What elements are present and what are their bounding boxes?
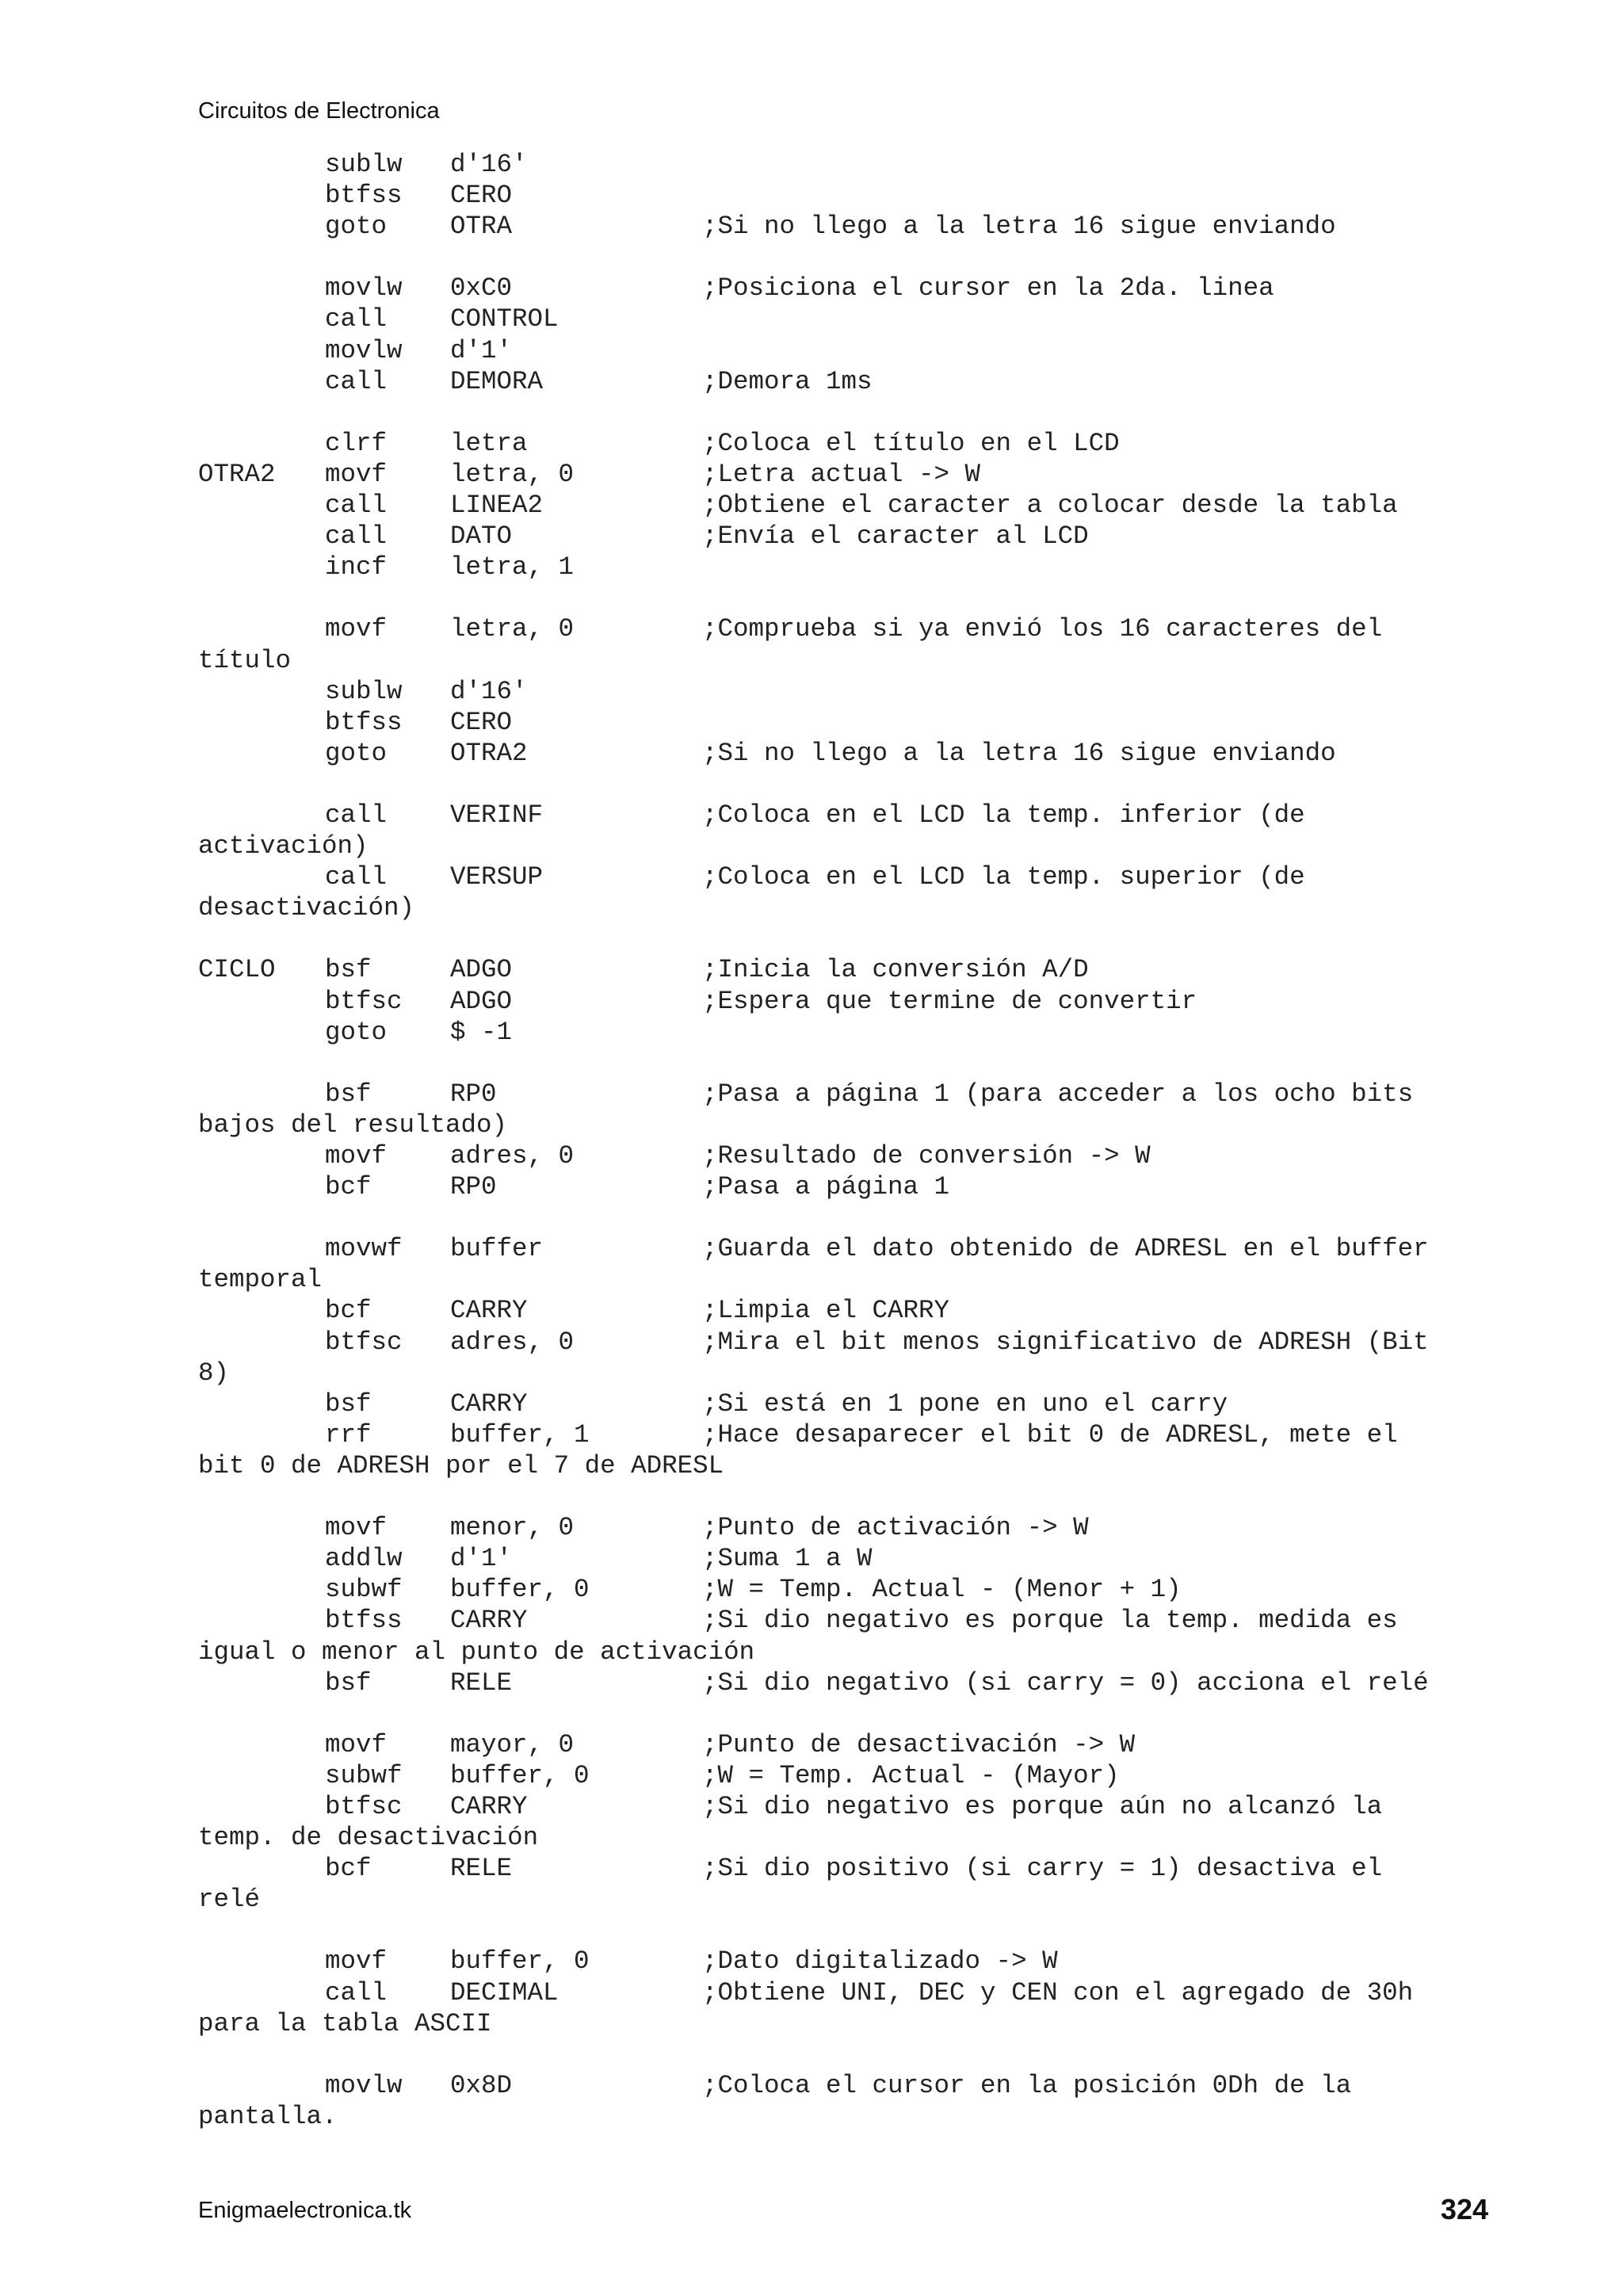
code-line — [198, 1171, 1498, 1202]
code-instruction: goto — [325, 1017, 388, 1047]
blank-line — [198, 2039, 1498, 2070]
code-line — [198, 490, 1498, 521]
code-instruction: movf — [325, 614, 388, 644]
code-instruction: btfss — [325, 707, 403, 737]
code-instruction: call — [325, 304, 388, 334]
comment-continuation-line — [198, 1884, 1498, 1915]
code-line — [198, 1017, 1498, 1048]
code-comment: ;Si no llego a la letra 16 sigue enviando — [702, 212, 1336, 242]
code-operand: buffer, 1 — [450, 1419, 590, 1450]
code-comment: ;W = Temp. Actual - (Mayor) — [702, 1760, 1120, 1790]
code-comment: ;Si dio positivo (si carry = 1) desactiva el — [702, 1854, 1383, 1884]
code-comment: ;Inicia la conversión A/D — [702, 955, 1089, 985]
code-operand: letra, 1 — [450, 552, 575, 583]
code-operand: CARRY — [450, 1791, 528, 1821]
code-line — [198, 1079, 1498, 1110]
code-operand: OTRA2 — [450, 738, 528, 768]
code-comment: ;Coloca el cursor en la posición 0Dh de la — [702, 2070, 1352, 2100]
code-instruction: movf — [325, 459, 388, 489]
comment-continuation: desactivación) — [198, 893, 415, 923]
code-line — [198, 738, 1498, 769]
code-instruction: movlw — [325, 273, 403, 304]
code-operand: adres, 0 — [450, 1141, 575, 1171]
comment-continuation: título — [198, 645, 292, 675]
comment-continuation: temporal — [198, 1265, 323, 1295]
code-line — [198, 2070, 1498, 2101]
code-operand: ADGO — [450, 955, 513, 985]
code-operand: d'16' — [450, 150, 528, 179]
code-line — [198, 800, 1498, 831]
code-line — [198, 1543, 1498, 1574]
code-line — [198, 1574, 1498, 1605]
code-instruction: bcf — [325, 1296, 372, 1326]
code-comment: ;Dato digitalizado -> W — [702, 1946, 1058, 1977]
code-operand: RELE — [450, 1854, 513, 1884]
code-instruction: sublw — [325, 150, 403, 179]
code-instruction: call — [325, 862, 388, 892]
code-instruction: bcf — [325, 1172, 372, 1202]
code-line — [198, 986, 1498, 1017]
code-label: CICLO — [198, 955, 276, 985]
code-comment: ;Letra actual -> W — [702, 459, 981, 489]
code-operand: OTRA — [450, 212, 513, 242]
blank-line — [198, 242, 1498, 273]
code-operand: CONTROL — [450, 304, 559, 334]
code-instruction: movlw — [325, 2070, 403, 2100]
code-comment: ;Posiciona el cursor en la 2da. linea — [702, 273, 1274, 304]
code-comment: ;Demora 1ms — [702, 366, 873, 396]
code-instruction: btfsc — [325, 1791, 403, 1821]
code-comment: ;Punto de desactivación -> W — [702, 1729, 1136, 1759]
code-instruction: call — [325, 491, 388, 521]
code-operand: CARRY — [450, 1606, 528, 1636]
code-line — [198, 1729, 1498, 1760]
code-comment: ;Pasa a página 1 — [702, 1172, 950, 1202]
code-line — [198, 1419, 1498, 1450]
comment-continuation: bit 0 de ADRESH por el 7 de ADRESL — [198, 1450, 724, 1480]
code-comment: ;Espera que termine de convertir — [702, 986, 1197, 1016]
code-line — [198, 1605, 1498, 1636]
code-operand: DEMORA — [450, 366, 544, 396]
code-comment: ;Pasa a página 1 (para acceder a los ocho bits — [702, 1079, 1414, 1109]
code-instruction: goto — [325, 738, 388, 768]
code-instruction: clrf — [325, 428, 388, 458]
code-comment: ;Obtiene el caracter a colocar desde la tabla — [702, 491, 1398, 521]
code-operand: letra, 0 — [450, 459, 575, 489]
code-instruction: movf — [325, 1946, 388, 1977]
code-comment: ;Si dio negativo es porque aún no alcanzó la — [702, 1791, 1383, 1821]
code-line — [198, 1946, 1498, 1977]
code-instruction: movf — [325, 1729, 388, 1759]
code-operand: VERSUP — [450, 862, 544, 892]
code-line — [198, 1791, 1498, 1822]
comment-continuation-line — [198, 892, 1498, 923]
footer-site-name: Enigmaelectronica.tk — [198, 2198, 412, 2223]
comment-continuation-line — [198, 2008, 1498, 2039]
code-instruction: bcf — [325, 1854, 372, 1884]
code-line — [198, 1668, 1498, 1698]
code-operand: buffer, 0 — [450, 1946, 590, 1977]
comment-continuation: relé — [198, 1885, 261, 1915]
code-comment: ;Coloca en el LCD la temp. superior (de — [702, 862, 1305, 892]
code-operand: LINEA2 — [450, 491, 544, 521]
code-instruction: btfss — [325, 1606, 403, 1636]
code-line — [198, 335, 1498, 366]
code-instruction: incf — [325, 552, 388, 583]
code-comment: ;Guarda el dato obtenido de ADRESL en el buffer — [702, 1234, 1429, 1264]
code-operand: DECIMAL — [450, 1977, 559, 2008]
code-line — [198, 1295, 1498, 1326]
code-operand: RP0 — [450, 1079, 497, 1109]
code-instruction: bsf — [325, 1389, 372, 1419]
code-line — [198, 861, 1498, 892]
blank-line — [198, 583, 1498, 613]
code-line — [198, 273, 1498, 304]
code-comment: ;Obtiene UNI, DEC y CEN con el agregado de 30h — [702, 1977, 1414, 2008]
code-instruction: movf — [325, 1141, 388, 1171]
code-operand: d'1' — [450, 335, 513, 365]
code-instruction: movf — [325, 1513, 388, 1543]
comment-continuation-line — [198, 645, 1498, 676]
code-line — [198, 613, 1498, 644]
blank-line — [198, 1915, 1498, 1946]
code-comment: ;Si dio negativo es porque la temp. medida es — [702, 1606, 1398, 1636]
code-instruction: btfsc — [325, 1327, 403, 1357]
blank-line — [198, 397, 1498, 428]
code-operand: $ -1 — [450, 1017, 513, 1047]
code-instruction: goto — [325, 212, 388, 242]
comment-continuation-line — [198, 831, 1498, 861]
code-line — [198, 552, 1498, 583]
code-operand: 0xC0 — [450, 273, 513, 304]
code-line — [198, 1140, 1498, 1171]
code-operand: RELE — [450, 1668, 513, 1698]
code-instruction: call — [325, 1977, 388, 2008]
code-instruction: bsf — [325, 1668, 372, 1698]
blank-line — [198, 1202, 1498, 1233]
page-header-title: Circuitos de Electronica — [198, 98, 440, 124]
code-operand: letra, 0 — [450, 614, 575, 644]
code-line — [198, 1233, 1498, 1264]
code-operand: 0x8D — [450, 2070, 513, 2100]
code-line — [198, 1389, 1498, 1419]
code-instruction: call — [325, 521, 388, 552]
code-comment: ;Punto de activación -> W — [702, 1513, 1089, 1543]
comment-continuation-line — [198, 1450, 1498, 1481]
code-operand: buffer — [450, 1234, 544, 1264]
code-line — [198, 149, 1498, 180]
comment-continuation: activación) — [198, 831, 369, 861]
code-operand: CERO — [450, 707, 513, 737]
code-operand: DATO — [450, 521, 513, 552]
code-comment: ;Si no llego a la letra 16 sigue enviando — [702, 738, 1336, 768]
code-instruction: bsf — [325, 1079, 372, 1109]
code-line — [198, 459, 1498, 490]
code-instruction: addlw — [325, 1544, 403, 1574]
code-instruction: subwf — [325, 1575, 403, 1605]
code-instruction: movlw — [325, 335, 403, 365]
code-line — [198, 1512, 1498, 1543]
code-instruction: btfsc — [325, 986, 403, 1016]
comment-continuation: pantalla. — [198, 2101, 338, 2131]
comment-continuation-line — [198, 1358, 1498, 1389]
code-operand: CERO — [450, 181, 513, 211]
code-line — [198, 521, 1498, 552]
code-line — [198, 1760, 1498, 1791]
code-operand: letra — [450, 428, 528, 458]
code-comment: ;W = Temp. Actual - (Menor + 1) — [702, 1575, 1182, 1605]
page-number: 324 — [1440, 2193, 1488, 2225]
assembly-code-listing — [198, 149, 1498, 2132]
code-comment: ;Resultado de conversión -> W — [702, 1141, 1151, 1171]
code-line — [198, 1977, 1498, 2008]
code-comment: ;Hace desaparecer el bit 0 de ADRESL, mete el — [702, 1419, 1398, 1450]
blank-line — [198, 769, 1498, 800]
code-line — [198, 366, 1498, 397]
code-instruction: subwf — [325, 1760, 403, 1790]
comment-continuation-line — [198, 1822, 1498, 1853]
code-line — [198, 428, 1498, 459]
code-operand: d'1' — [450, 1544, 513, 1574]
code-operand: d'16' — [450, 676, 528, 706]
comment-continuation-line — [198, 1110, 1498, 1140]
comment-continuation-line — [198, 1264, 1498, 1295]
code-comment: ;Suma 1 a W — [702, 1544, 873, 1574]
code-instruction: bsf — [325, 955, 372, 985]
code-comment: ;Coloca en el LCD la temp. inferior (de — [702, 800, 1305, 830]
code-operand: buffer, 0 — [450, 1575, 590, 1605]
code-operand: VERINF — [450, 800, 544, 830]
code-operand: RP0 — [450, 1172, 497, 1202]
code-operand: buffer, 0 — [450, 1760, 590, 1790]
comment-continuation: 8) — [198, 1358, 230, 1388]
comment-continuation: temp. de desactivación — [198, 1823, 539, 1853]
code-line — [198, 211, 1498, 242]
code-operand: menor, 0 — [450, 1513, 575, 1543]
code-line — [198, 304, 1498, 334]
comment-continuation: para la tabla ASCII — [198, 2008, 492, 2038]
code-line — [198, 180, 1498, 211]
comment-continuation-line — [198, 1637, 1498, 1668]
blank-line — [198, 1698, 1498, 1729]
code-line — [198, 707, 1498, 738]
code-operand: CARRY — [450, 1296, 528, 1326]
code-operand: adres, 0 — [450, 1327, 575, 1357]
code-line — [198, 954, 1498, 985]
blank-line — [198, 1481, 1498, 1512]
code-instruction: call — [325, 366, 388, 396]
comment-continuation-line — [198, 2101, 1498, 2132]
code-line — [198, 1327, 1498, 1358]
code-instruction: sublw — [325, 676, 403, 706]
code-comment: ;Mira el bit menos significativo de ADRESH (Bit — [702, 1327, 1429, 1357]
blank-line — [198, 923, 1498, 954]
code-operand: ADGO — [450, 986, 513, 1016]
code-label: OTRA2 — [198, 459, 276, 489]
blank-line — [198, 1048, 1498, 1079]
code-comment: ;Si está en 1 pone en uno el carry — [702, 1389, 1228, 1419]
code-instruction: movwf — [325, 1234, 403, 1264]
code-line — [198, 676, 1498, 707]
comment-continuation: igual o menor al punto de activación — [198, 1637, 755, 1667]
code-instruction: rrf — [325, 1419, 372, 1450]
code-instruction: call — [325, 800, 388, 830]
code-instruction: btfss — [325, 181, 403, 211]
code-operand: mayor, 0 — [450, 1729, 575, 1759]
comment-continuation: bajos del resultado) — [198, 1110, 508, 1140]
code-line — [198, 1853, 1498, 1884]
code-comment: ;Envía el caracter al LCD — [702, 521, 1089, 552]
code-comment: ;Coloca el título en el LCD — [702, 428, 1120, 458]
code-operand: CARRY — [450, 1389, 528, 1419]
code-comment: ;Limpia el CARRY — [702, 1296, 950, 1326]
code-comment: ;Si dio negativo (si carry = 0) acciona el relé — [702, 1668, 1429, 1698]
code-comment: ;Comprueba si ya envió los 16 caracteres del — [702, 614, 1383, 644]
